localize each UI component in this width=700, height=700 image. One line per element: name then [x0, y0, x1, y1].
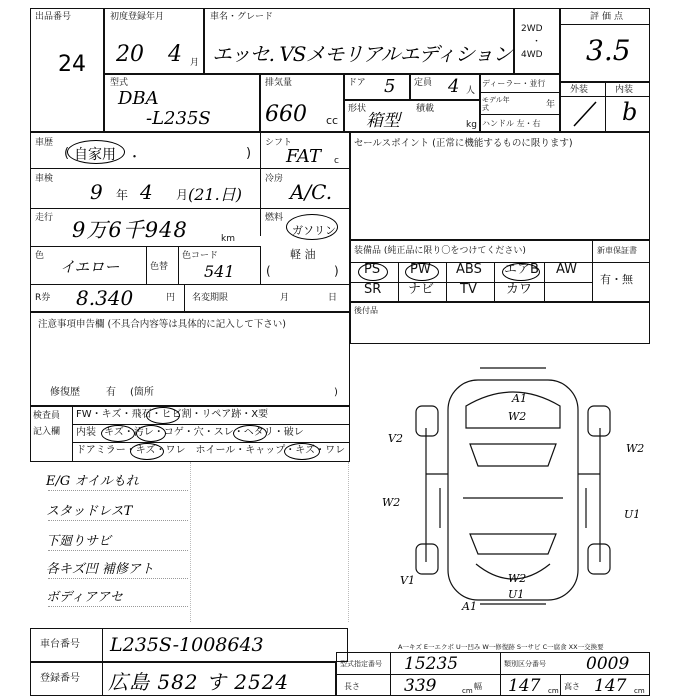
memo-line-5: ボディアアセ — [46, 590, 123, 605]
color-div1 — [146, 246, 147, 284]
memo-line-2: スタッドレスT — [46, 504, 133, 519]
recycle-div — [184, 284, 185, 312]
capacity-unit: 人 — [466, 86, 476, 96]
shift-value: FAT — [286, 146, 321, 167]
car-history-paren-close: ) — [246, 146, 252, 161]
memo-line-3: 下廻りサビ — [46, 534, 112, 549]
width-label: 幅 — [474, 682, 482, 691]
equip-navi: ナビ — [408, 282, 435, 297]
equip-circle-airbag — [502, 263, 540, 281]
mileage-value: 9万6千948 — [72, 218, 188, 242]
handle-label: ハンドル 左・右 — [482, 119, 541, 128]
memo-rule — [48, 606, 188, 607]
post-install-label: 後付品 — [354, 306, 378, 315]
inspector-circle6 — [284, 443, 320, 460]
score-value: 3.5 — [586, 34, 631, 67]
shaken-month: 4 — [140, 180, 153, 204]
shaken-year-unit: 年 — [116, 188, 129, 202]
chassis-value: L235S-1008643 — [110, 634, 264, 656]
capacity-value: 4 — [448, 76, 460, 97]
damage-mark-u1-right: U1 — [624, 508, 641, 521]
exterior-slash — [570, 100, 600, 128]
inspector-row2: キズ・汚レ・コゲ・穴・スレ・ヘタリ・破レ — [104, 427, 304, 438]
ext-int-hdiv — [560, 96, 650, 97]
length-value: 339 — [404, 676, 437, 696]
memo-rule — [48, 550, 188, 551]
inspector-circle4 — [233, 425, 267, 442]
inspector-circle5 — [130, 443, 164, 460]
first-reg-month-unit: 月 — [190, 58, 200, 68]
equip-sr: SR — [364, 282, 382, 297]
interior-value: b — [622, 98, 638, 126]
color-change-label: 色替 — [150, 262, 169, 272]
score-divider — [560, 24, 650, 25]
mileage-unit: km — [221, 234, 235, 244]
damage-mark-a1-top: A1 — [512, 392, 527, 405]
spec-vdiv3 — [560, 674, 561, 696]
equip-tv: TV — [460, 282, 477, 297]
drive-2wd: 2WD — [521, 24, 543, 34]
equip-aw: AW — [556, 262, 578, 277]
displacement-unit: cc — [326, 114, 339, 127]
dealer-div2 — [480, 114, 560, 115]
new-warranty-value: 有・無 — [600, 273, 633, 286]
ext-int-divider — [605, 82, 606, 132]
height-unit: cm — [634, 687, 645, 695]
fuel-light-oil: 軽 油 — [290, 248, 316, 261]
doors-value: 5 — [384, 76, 396, 97]
inspector-row3: ドアミラー・キズ・ワレ ホイール・キャップ・キズ・ワレ — [76, 445, 346, 456]
ac-label: 冷房 — [265, 174, 284, 184]
inspector-row2-label: 内装 — [76, 427, 96, 438]
inspector-circle3 — [136, 425, 166, 442]
equipment-label: 装備品 (純正品に限り〇をつけてください) — [354, 246, 526, 256]
new-warranty-label: 新車保証書 — [597, 246, 637, 255]
row-div2 — [30, 208, 350, 209]
left-col-div — [260, 132, 261, 236]
dealer-div1 — [480, 92, 560, 93]
color-code-label: 色コード — [182, 251, 219, 261]
equip-circle-pw — [405, 263, 439, 281]
shape-label: 形状 — [348, 104, 367, 114]
ac-value: A/C. — [290, 180, 333, 204]
shift-label: シフト — [265, 138, 293, 148]
equip-circle-ps — [358, 263, 388, 281]
year-unit: 年 — [546, 100, 556, 110]
color-code-value: 541 — [204, 262, 235, 281]
equip-leather: カワ — [506, 282, 533, 297]
recycle-value: 8.340 — [76, 286, 134, 310]
inspector-circle1 — [146, 407, 180, 424]
equip-c3 — [494, 262, 495, 302]
repair-close: ) — [334, 387, 338, 398]
drive-dot: ・ — [532, 37, 542, 47]
transfer-month: 月 — [280, 293, 290, 303]
width-value: 147 — [508, 676, 541, 696]
registration-div — [102, 662, 103, 696]
fuel-paren-open: ( — [266, 264, 271, 278]
memo-col2 — [348, 462, 349, 622]
fuel-value: ガソリン — [292, 224, 336, 237]
car-history-dot: ・ — [128, 150, 142, 165]
car-history-paren: ( — [64, 146, 70, 161]
spec-vdiv2 — [500, 652, 501, 696]
height-value: 147 — [594, 676, 627, 696]
repair-value: 有 — [106, 387, 116, 398]
first-reg-year: 20 — [116, 42, 144, 67]
first-reg-label: 初度登録年月 — [110, 12, 165, 22]
height-label: 高さ — [564, 682, 580, 691]
transfer-day: 日 — [328, 293, 338, 303]
car-history-label: 車歴 — [35, 138, 54, 148]
type-label: 型式指定番号 — [340, 660, 382, 668]
notes-label: 注意事項申告欄 (不具合内容等は具体的に記入して下さい) — [38, 319, 286, 330]
type-value: 15235 — [404, 654, 459, 674]
mileage-label: 走行 — [35, 213, 54, 223]
spec-hdiv — [336, 674, 650, 675]
damage-mark-v1-left: V1 — [400, 574, 415, 587]
recycle-unit: 円 — [166, 293, 176, 303]
equip-c2 — [446, 262, 447, 302]
chassis-div — [102, 628, 103, 662]
post-install-box — [350, 302, 650, 344]
memo-col1 — [190, 462, 191, 622]
doors-label: ドア — [348, 78, 366, 88]
displacement-value: 660 — [265, 102, 307, 127]
name-grade-value: エッセ. VSメモリアルエディション — [212, 42, 512, 66]
damage-mark-a1-bottom: A1 — [462, 600, 477, 613]
damage-mark-u1-bottom: U1 — [508, 588, 525, 601]
registration-value: 広島 582 す 2524 — [108, 670, 290, 694]
exterior-label: 外装 — [570, 85, 589, 95]
registration-label: 登録番号 — [40, 673, 80, 684]
dealer-label: ディーラー・並行 — [482, 79, 546, 88]
damage-mark-w2-left: W2 — [382, 496, 401, 509]
chassis-label: 車台番号 — [40, 639, 80, 650]
color-label: 色 — [35, 251, 45, 261]
lot-label: 出品番号 — [35, 12, 72, 22]
damage-legend: A一キズ E一エクボ U一凹み W一修復跡 S一サビ C一腐食 XX一交換要 — [398, 643, 604, 651]
equip-div-main — [592, 240, 593, 302]
equip-airbag: エアB — [504, 262, 539, 277]
lot-number: 24 — [58, 52, 86, 77]
car-history-value: 自家用 — [74, 147, 116, 163]
fuel-paren-close: ) — [334, 264, 339, 278]
model-value-line2: -L235S — [146, 108, 211, 129]
equip-abs: ABS — [456, 262, 482, 277]
fuel-label: 燃料 — [265, 213, 284, 223]
length-unit: cm — [462, 687, 473, 695]
fuel-circle — [286, 214, 338, 240]
spec-vdiv1 — [390, 652, 391, 696]
memo-rule — [48, 578, 188, 579]
damage-mark-w2-right: W2 — [626, 442, 645, 455]
fuel-divider — [260, 246, 261, 284]
memo-rule — [48, 490, 188, 491]
damage-mark-w2-bottom: W2 — [508, 572, 527, 585]
repair-place: (箇所 — [130, 387, 154, 398]
interior-label: 内装 — [615, 85, 634, 95]
equip-c1 — [398, 262, 399, 302]
color-value: イエロー — [60, 258, 120, 276]
color-div2 — [178, 246, 179, 284]
inspector-row1: FW・キズ・飛石・ヒビ割・リペア跡・X要 — [76, 409, 269, 420]
model-year-label: モデル年式 — [482, 96, 510, 112]
width-unit: cm — [548, 687, 559, 695]
shaken-label: 車検 — [35, 174, 54, 184]
first-reg-month: 4 — [168, 42, 182, 67]
capacity-label: 定員 — [414, 78, 433, 88]
row-div3 — [30, 246, 260, 247]
name-grade-label: 車名・グレード — [210, 12, 274, 22]
length-label: 長さ — [344, 682, 360, 691]
load-unit: kg — [466, 120, 477, 130]
damage-mark-v2-left: V2 — [388, 432, 403, 445]
memo-rule — [48, 520, 188, 521]
transfer-label: 名変期限 — [192, 293, 229, 303]
drive-4wd: 4WD — [521, 50, 543, 60]
category-label: 類別区分番号 — [504, 660, 546, 668]
load-label: 積載 — [416, 104, 435, 114]
model-label: 型式 — [110, 78, 129, 88]
shaken-year: 9 — [90, 180, 103, 204]
repair-label: 修復歴 — [50, 387, 80, 398]
shaken-day: (21.日) — [188, 185, 242, 204]
displacement-label: 排気量 — [265, 78, 293, 88]
category-value: 0009 — [586, 654, 630, 674]
sales-point-label: セールスポイント (正常に機能するものに限ります) — [354, 138, 573, 149]
shape-value: 箱型 — [366, 111, 400, 131]
row-div4 — [30, 284, 350, 285]
model-value-line1: DBA — [118, 88, 159, 109]
memo-line-1: E/G オイルもれ — [46, 474, 139, 489]
equip-c4 — [544, 262, 545, 302]
inspector-label2: 記入欄 — [33, 427, 61, 437]
score-label: 評価点 — [590, 12, 627, 22]
shift-suffix: c — [334, 156, 339, 166]
equip-ps: PS — [364, 262, 381, 277]
equip-r1 — [350, 262, 650, 263]
car-history-circle — [67, 140, 125, 164]
damage-mark-w2-top: W2 — [508, 410, 527, 423]
recycle-label: R券 — [35, 293, 51, 303]
memo-line-4: 各キズ凹 補修アト — [46, 562, 154, 577]
inspector-label1: 検査員 — [33, 411, 61, 421]
shaken-month-unit: 月 — [176, 188, 189, 202]
inspector-circle2 — [101, 425, 135, 442]
inspector-div — [72, 406, 73, 462]
row-div1 — [30, 168, 350, 169]
equip-pw: PW — [410, 262, 431, 277]
